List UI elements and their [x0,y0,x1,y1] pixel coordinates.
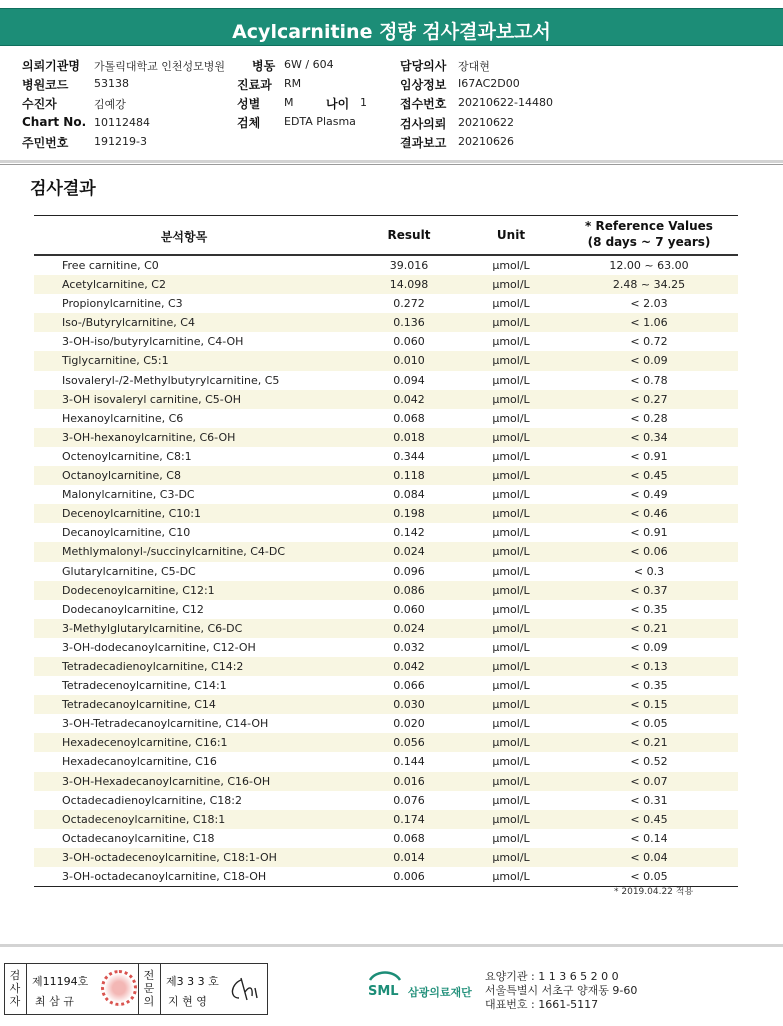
analyte-name: 3-OH-octadecanoylcarnitine, C18-OH [62,870,267,883]
header-result: Result [387,228,431,242]
result-value: 0.272 [393,297,425,311]
unit-value: μmol/L [492,526,530,540]
reference-value: < 0.05 [630,870,668,883]
result-value: 0.024 [393,545,425,559]
reference-value: < 0.14 [630,831,668,845]
table-row [34,485,738,504]
unit-value: μmol/L [492,812,530,826]
hospital-code-value: 53138 [94,77,129,90]
reference-value: < 0.45 [630,812,668,826]
header-item: 분석항목 [160,230,208,244]
department-label: 진료과 [237,78,272,92]
reference-value: < 0.04 [630,850,668,864]
result-value: 0.086 [393,583,425,597]
unit-value: μmol/L [492,717,530,731]
reference-value: < 0.05 [630,717,668,731]
request-date-value: 20210622 [458,116,514,129]
examiner-license: 제11194호 [32,975,89,988]
ward-value: 6W / 604 [284,58,334,71]
unit-value: μmol/L [492,411,530,425]
sml-logo-icon [366,968,404,998]
receipt-no-value: 20210622-14480 [458,96,553,109]
section-title: 검사결과 [30,179,96,199]
table-row [34,275,738,294]
result-value: 0.076 [393,793,425,807]
table-row [34,657,738,676]
result-value: 14.098 [389,278,429,292]
reference-value: < 2.03 [630,297,668,311]
analyte-name: Dodecenoylcarnitine, C12:1 [62,583,215,597]
analyte-name: 3-OH-Hexadecanoylcarnitine, C16-OH [62,774,271,788]
ward-label: 병동 [252,59,276,73]
patient-info [0,52,783,160]
result-value: 0.060 [393,335,425,349]
unit-value: μmol/L [492,755,530,769]
analyte-name: Tetradecenoylcarnitine, C14:1 [62,679,227,693]
unit-value: μmol/L [492,373,530,387]
foundation-name: 삼광의료재단 [408,986,472,999]
reference-value: < 0.45 [630,469,668,483]
result-value: 0.198 [393,507,425,521]
table-row [34,313,738,332]
result-value: 0.056 [393,736,425,750]
table-row [34,752,738,771]
table-row [34,714,738,733]
doctor-label: 담당의사 [400,59,447,73]
result-value: 0.084 [393,488,425,502]
unit-value: μmol/L [492,850,530,864]
result-value: 0.006 [393,870,425,883]
result-value: 0.030 [393,698,425,712]
header-unit: Unit [496,228,526,242]
results-table [34,215,738,887]
age-value: 1 [360,96,367,109]
table-row [34,581,738,600]
unit-value: μmol/L [492,488,530,502]
sex-value: M [284,96,294,109]
divider [26,964,27,1014]
result-value: 0.060 [393,602,425,616]
reference-value: < 0.28 [630,411,668,425]
result-value: 0.032 [393,640,425,654]
contact-info [485,970,637,1012]
reference-value: < 0.27 [630,392,668,406]
analyte-name: Tiglycarnitine, C5:1 [62,354,169,368]
analyte-name: Malonylcarnitine, C3-DC [62,488,195,502]
reference-value: < 0.09 [630,354,668,368]
result-value: 0.042 [393,659,425,673]
result-value: 0.118 [393,469,425,483]
chart-no-value: 10112484 [94,116,150,129]
analyte-name: Iso-/Butyrylcarnitine, C4 [62,316,195,330]
analyte-name: 3-OH isovaleryl carnitine, C5-OH [62,392,242,406]
analyte-name: Octadecanoylcarnitine, C18 [62,831,215,845]
reference-value: < 1.06 [630,316,668,330]
table-row [34,504,738,523]
institution-label: 의뢰기관명 [22,59,80,73]
table-row [34,695,738,714]
unit-value: μmol/L [492,354,530,368]
analyte-name: Methlymalonyl-/succinylcarnitine, C4-DC [62,545,286,559]
analyte-name: Tetradecanoylcarnitine, C14 [62,698,216,712]
table-row [34,829,738,848]
unit-value: μmol/L [492,259,530,272]
result-value: 0.016 [393,774,425,788]
table-row [34,256,738,275]
unit-value: μmol/L [492,736,530,750]
unit-value: μmol/L [492,640,530,654]
table-row [34,600,738,619]
result-value: 0.068 [393,411,425,425]
table-body [34,256,738,886]
analyte-name: 3-OH-octadecenoylcarnitine, C18:1-OH [62,850,277,864]
result-value: 0.066 [393,679,425,693]
specimen-value: EDTA Plasma [284,115,356,128]
reference-value: < 0.21 [630,621,668,635]
table-row [34,542,738,561]
recipient-label: 수진자 [22,97,57,111]
institution-number: 요양기관 : 1 1 3 6 5 2 0 0 [485,970,619,983]
signature-box [4,963,268,1015]
analyte-name: Tetradecadienoylcarnitine, C14:2 [62,659,244,673]
result-value: 0.096 [393,564,425,578]
analyte-name: Octadecenoylcarnitine, C18:1 [62,812,226,826]
phone-number: 대표번호 : 1661-5117 [485,998,599,1011]
table-row [34,447,738,466]
divider [0,944,783,947]
divider [138,964,139,1014]
unit-value: μmol/L [492,793,530,807]
specialist-license: 제3 3 3 호 [166,975,219,988]
result-value: 0.344 [393,449,425,463]
result-value: 0.094 [393,373,425,387]
hospital-code-label: 병원코드 [22,78,69,92]
divider [0,160,783,163]
unit-value: μmol/L [492,545,530,559]
table-row [34,810,738,829]
unit-value: μmol/L [492,583,530,597]
unit-value: μmol/L [492,659,530,673]
seal-stamp [101,970,137,1006]
result-value: 0.018 [393,430,425,444]
reference-value: < 0.34 [630,430,668,444]
analyte-name: 3-OH-dodecanoylcarnitine, C12-OH [62,640,256,654]
analyte-name: Decanoylcarnitine, C10 [62,526,191,540]
table-row [34,332,738,351]
recipient-value: 김예강 [94,98,126,111]
analyte-name: Propionylcarnitine, C3 [62,297,183,311]
chart-no-label: Chart No. [22,115,87,129]
result-value: 0.024 [393,621,425,635]
report-date-value: 20210626 [458,135,514,148]
analyte-name: Hexadecenoylcarnitine, C16:1 [62,736,228,750]
analyte-name: Free carnitine, C0 [62,259,159,272]
result-value: 0.136 [393,316,425,330]
analyte-name: Octanoylcarnitine, C8 [62,469,181,483]
reference-value: < 0.09 [630,640,668,654]
unit-value: μmol/L [492,392,530,406]
doctor-value: 장대현 [458,60,490,73]
table-row [34,409,738,428]
examiner-label: 검 사 자 [9,969,21,1008]
table-row [34,676,738,695]
reference-value: < 0.91 [630,526,668,540]
specialist-label: 전 문 의 [143,969,155,1008]
table-row [34,371,738,390]
result-value: 0.142 [393,526,425,540]
analyte-name: 3-OH-iso/butyrylcarnitine, C4-OH [62,335,244,349]
result-value: 0.174 [393,812,425,826]
header-reference-range: (8 days ~ 7 years) [587,235,711,249]
unit-value: μmol/L [492,621,530,635]
result-value: 0.144 [393,755,425,769]
result-value: 39.016 [389,259,429,272]
reference-value: < 0.35 [630,679,668,693]
table-row [34,848,738,867]
examiner-name: 최 삼 규 [35,995,74,1008]
unit-value: μmol/L [492,679,530,693]
reference-value: < 0.31 [630,793,668,807]
reference-value: < 0.78 [630,373,668,387]
reference-value: 12.00 ~ 63.00 [609,259,689,272]
table-row [34,351,738,370]
table-row [34,294,738,313]
table-row [34,733,738,752]
clinical-info-label: 임상정보 [400,78,447,92]
header-reference: * Reference Values [585,219,713,233]
analyte-name: Isovaleryl-/2-Methylbutyrylcarnitine, C5 [62,373,280,387]
reference-value: < 0.35 [630,602,668,616]
analyte-name: Decenoylcarnitine, C10:1 [62,507,201,521]
analyte-name: Octenoylcarnitine, C8:1 [62,449,192,463]
reference-value: < 0.3 [633,564,665,578]
reference-value: 2.48 ~ 34.25 [612,278,686,292]
analyte-name: 3-Methylglutarylcarnitine, C6-DC [62,621,243,635]
analyte-name: Glutarylcarnitine, C5-DC [62,564,196,578]
department-value: RM [284,77,302,90]
unit-value: μmol/L [492,698,530,712]
sex-label: 성별 [237,97,261,111]
analyte-name: Acetylcarnitine, C2 [62,278,166,292]
signature-icon [227,974,263,1004]
specialist-name: 지 현 영 [168,995,207,1008]
result-value: 0.042 [393,392,425,406]
table-header [34,216,738,254]
reference-value: < 0.07 [630,774,668,788]
unit-value: μmol/L [492,297,530,311]
unit-value: μmol/L [492,449,530,463]
unit-value: μmol/L [492,278,530,292]
analyte-name: Hexadecanoylcarnitine, C16 [62,755,217,769]
reference-value: < 0.13 [630,659,668,673]
analyte-name: Dodecanoylcarnitine, C12 [62,602,204,616]
unit-value: μmol/L [492,870,530,883]
table-row [34,772,738,791]
logo-text: SML [368,984,399,998]
age-label: 나이 [326,97,350,111]
result-value: 0.010 [393,354,425,368]
reference-value: < 0.49 [630,488,668,502]
institution-value: 가톨릭대학교 인천성모병원 [94,60,226,73]
request-date-label: 검사의뢰 [400,117,447,131]
table-row [34,466,738,485]
unit-value: μmol/L [492,774,530,788]
reference-value: < 0.06 [630,545,668,559]
unit-value: μmol/L [492,831,530,845]
reference-value: < 0.91 [630,449,668,463]
unit-value: μmol/L [492,602,530,616]
report-title: Acylcarnitine 정량 검사결과보고서 [232,21,551,43]
analyte-name: Octadecadienoylcarnitine, C18:2 [62,793,243,807]
result-value: 0.014 [393,850,425,864]
reference-footnote: * 2019.04.22 적용 [614,887,694,897]
result-value: 0.020 [393,717,425,731]
table-row [34,619,738,638]
resident-no-label: 주민번호 [22,136,69,150]
unit-value: μmol/L [492,507,530,521]
divider [160,964,161,1014]
address: 서울특별시 서초구 양재동 9-60 [485,984,638,997]
analyte-name: 3-OH-hexanoylcarnitine, C6-OH [62,430,236,444]
report-title-bar [0,8,783,46]
result-value: 0.068 [393,831,425,845]
resident-no-value: 191219-3 [94,135,147,148]
table-row [34,523,738,542]
analyte-name: 3-OH-Tetradecanoylcarnitine, C14-OH [62,717,269,731]
reference-value: < 0.46 [630,507,668,521]
table-row [34,791,738,810]
table-row [34,390,738,409]
reference-value: < 0.37 [630,583,668,597]
receipt-no-label: 접수번호 [400,97,447,111]
unit-value: μmol/L [492,469,530,483]
reference-value: < 0.15 [630,698,668,712]
divider [0,164,783,165]
reference-value: < 0.72 [630,335,668,349]
reference-value: < 0.52 [630,755,668,769]
unit-value: μmol/L [492,335,530,349]
unit-value: μmol/L [492,564,530,578]
clinical-info-value: I67AC2D00 [458,77,520,90]
table-row [34,428,738,447]
unit-value: μmol/L [492,430,530,444]
table-row [34,638,738,657]
reference-value: < 0.21 [630,736,668,750]
specimen-label: 검체 [237,116,261,130]
analyte-name: Hexanoylcarnitine, C6 [62,411,184,425]
report-date-label: 결과보고 [400,136,447,150]
table-row [34,562,738,581]
unit-value: μmol/L [492,316,530,330]
